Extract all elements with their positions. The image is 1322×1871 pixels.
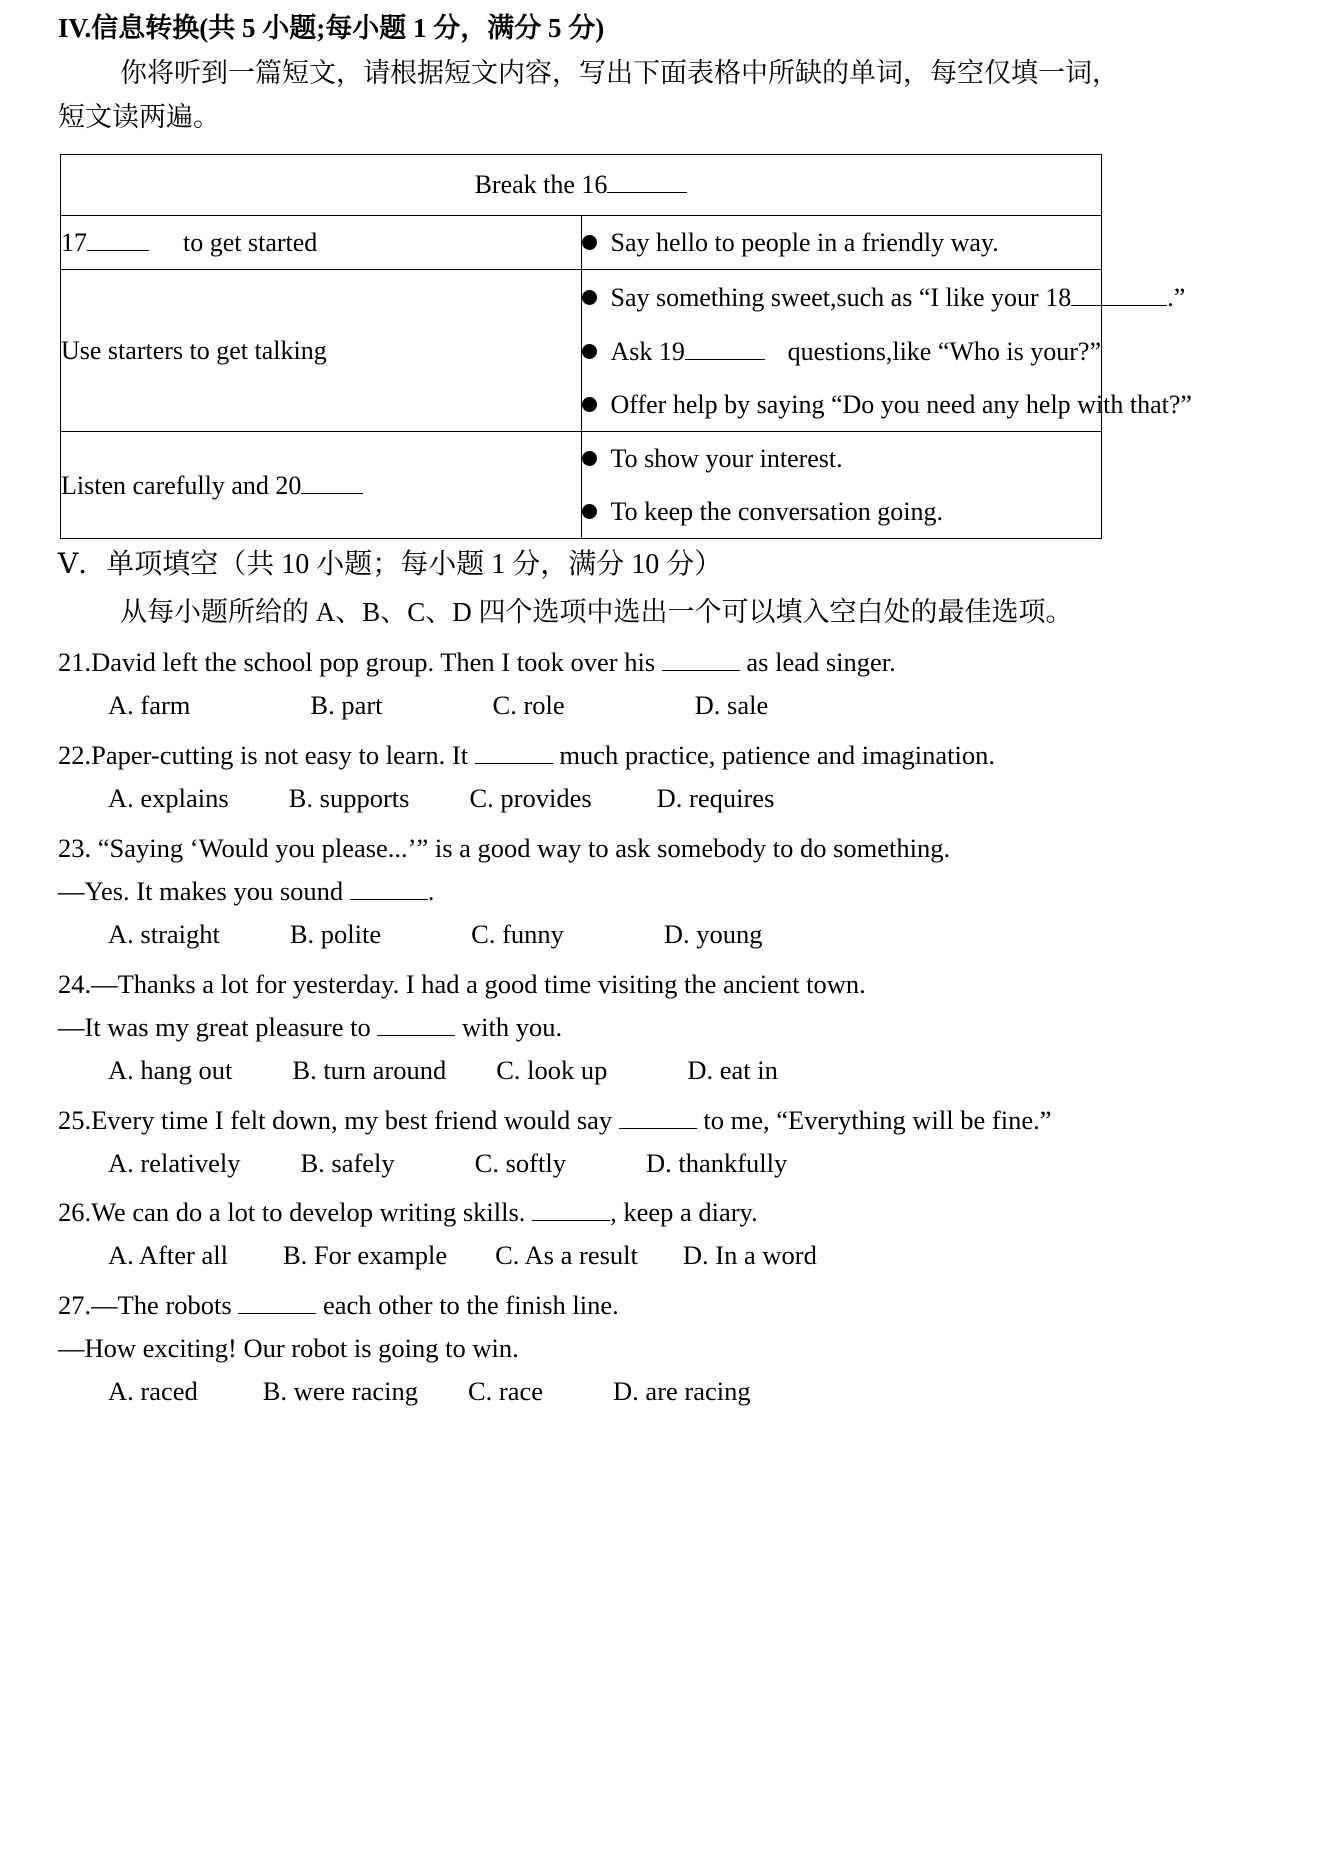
option-list	[58, 1234, 1267, 1277]
table-title-text: Break the 16	[474, 170, 608, 200]
question-26	[58, 1191, 1267, 1277]
blank-16[interactable]	[607, 166, 687, 193]
stem-before: We can do a lot to develop writing skills.	[91, 1197, 526, 1228]
blank-18[interactable]	[1071, 279, 1167, 306]
option-d[interactable]: D. requires	[656, 783, 775, 814]
question-stem	[58, 1284, 1267, 1327]
question-27	[58, 1284, 1267, 1413]
option-a[interactable]: A. straight	[108, 918, 220, 949]
bullet-text-post: questions,like “Who is your?”	[787, 337, 1101, 367]
blank-17[interactable]	[87, 224, 149, 251]
option-c[interactable]: C. As a result	[495, 1240, 638, 1271]
blank-20[interactable]	[301, 467, 363, 494]
bullet-dot-icon	[582, 344, 597, 359]
option-list	[58, 1142, 1267, 1185]
option-a[interactable]: A. After all	[108, 1240, 228, 1271]
row2-right-cell	[581, 270, 1192, 432]
row1-left-cell	[61, 215, 582, 269]
stem-after: much practice, patience and imagination.	[559, 740, 995, 771]
bullet-dot-icon	[582, 451, 597, 466]
option-c[interactable]: C. softly	[474, 1147, 566, 1178]
answer-blank[interactable]	[532, 1194, 610, 1222]
option-c[interactable]: C. role	[492, 690, 565, 721]
section-iv-instruction-line2: 短文读两遍。	[58, 102, 220, 133]
question-stem	[58, 1099, 1267, 1142]
question-stem-line2	[58, 870, 1267, 913]
answer-blank[interactable]	[475, 737, 553, 765]
stem-second-line: —Yes. It makes you sound	[58, 876, 344, 906]
stem-before: —The robots	[91, 1290, 232, 1321]
option-d[interactable]: D. In a word	[682, 1240, 817, 1271]
bullet-text: To keep the conversation going.	[610, 497, 943, 527]
option-a[interactable]: A. farm	[108, 690, 191, 721]
question-21	[58, 641, 1267, 727]
option-a[interactable]: A. relatively	[108, 1147, 241, 1178]
table-title-cell	[61, 154, 1102, 215]
option-d[interactable]: D. young	[663, 918, 763, 949]
list-item	[582, 216, 1102, 269]
bullet-text-post: .”	[1167, 283, 1186, 312]
answer-blank[interactable]	[662, 644, 740, 672]
table-title-row	[61, 154, 1102, 215]
row1-right-cell	[581, 215, 1102, 269]
stem-after: to me, “Everything will be fine.”	[703, 1104, 1052, 1135]
row2-left-cell	[61, 270, 582, 432]
option-list	[58, 1370, 1267, 1413]
question-stem-line2	[58, 1006, 1267, 1049]
question-number: 26.	[58, 1197, 92, 1228]
info-transfer-table	[60, 154, 1192, 540]
answer-blank[interactable]	[377, 1008, 455, 1036]
stem-second-line: —How exciting! Our robot is going to win.	[58, 1333, 519, 1364]
question-24	[58, 963, 1267, 1092]
row3-left-cell	[61, 432, 582, 539]
option-b[interactable]: B. For example	[282, 1240, 448, 1271]
stem-second-after: with you.	[462, 1011, 563, 1042]
bullet-dot-icon	[582, 504, 597, 519]
option-b[interactable]: B. supports	[288, 783, 410, 814]
list-item	[582, 485, 1102, 538]
question-stem	[58, 641, 1267, 684]
stem-before: Every time I felt down, my best friend would say	[91, 1104, 613, 1135]
table-row	[61, 432, 1102, 539]
question-number: 27.	[58, 1290, 92, 1321]
stem-second-line: —It was my great pleasure to	[58, 1011, 371, 1042]
option-list	[58, 913, 1267, 956]
option-b[interactable]: B. turn around	[292, 1054, 447, 1085]
answer-blank[interactable]	[238, 1287, 316, 1315]
option-b[interactable]: B. part	[310, 690, 383, 721]
question-stem	[58, 1191, 1267, 1234]
stem-second-after: .	[427, 876, 435, 906]
option-b[interactable]: B. were racing	[262, 1376, 418, 1407]
option-list	[58, 684, 1267, 727]
question-23	[58, 827, 1267, 956]
question-number: 23.	[58, 833, 92, 864]
answer-blank[interactable]	[619, 1101, 697, 1129]
section-v-instruction: 从每小题所给的 A、B、C、D 四个选项中选出一个可以填入空白处的最佳选项。	[120, 596, 1073, 627]
option-d[interactable]: D. eat in	[687, 1054, 778, 1085]
question-number: 21.	[58, 647, 92, 678]
option-c[interactable]: C. provides	[469, 783, 592, 814]
stem-before: David left the school pop group. Then I took over his	[91, 647, 656, 678]
question-25	[58, 1099, 1267, 1185]
row1-left-prefix: 17	[61, 227, 87, 257]
list-item	[582, 324, 1102, 378]
table-row	[61, 270, 1102, 432]
stem-before: —Thanks a lot for yesterday. I had a good time visiting the ancient town.	[91, 968, 866, 999]
row3-left-prefix: Listen carefully and 20	[61, 470, 302, 500]
option-a[interactable]: A. hang out	[108, 1054, 233, 1085]
option-list	[58, 777, 1267, 820]
bullet-text: Offer help by saying “Do you need any help with that?”	[610, 390, 1192, 420]
stem-after: each other to the finish line.	[322, 1290, 619, 1321]
question-number: 24.	[58, 968, 92, 999]
option-b[interactable]: B. safely	[300, 1147, 395, 1178]
bullet-text: To show your interest.	[610, 444, 843, 474]
list-item	[582, 270, 1186, 324]
option-list	[58, 1049, 1267, 1092]
option-a[interactable]: A. raced	[108, 1376, 198, 1407]
blank-19[interactable]	[685, 333, 765, 360]
section-v-heading: Ⅴ．单项填空（共 10 小题；每小题 1 分，满分 10 分）	[58, 549, 723, 581]
bullet-dot-icon	[582, 397, 597, 412]
stem-before: “Saying ‘Would you please...’” is a good way to ask somebody to do something.	[97, 833, 951, 864]
section-iv-instruction-line1: 你将听到一篇短文，请根据短文内容，写出下面表格中所缺的单词，每空仅填一词，	[120, 58, 1119, 89]
option-c[interactable]: C. look up	[496, 1054, 608, 1085]
stem-after: as lead singer.	[746, 647, 896, 678]
row2-left-suffix: Use starters to get talking	[61, 336, 327, 366]
option-b[interactable]: B. polite	[289, 918, 382, 949]
option-c[interactable]: C. race	[468, 1376, 544, 1407]
option-d[interactable]: D. thankfully	[645, 1147, 788, 1178]
stem-before: Paper-cutting is not easy to learn. It	[91, 740, 469, 771]
option-c[interactable]: C. funny	[471, 918, 564, 949]
bullet-dot-icon	[582, 235, 597, 250]
stem-after: , keep a diary.	[610, 1197, 758, 1228]
answer-blank[interactable]	[350, 873, 428, 901]
question-stem	[58, 734, 1267, 777]
option-d[interactable]: D. sale	[694, 690, 769, 721]
section-iv-heading: IV.信息转换(共 5 小题;每小题 1 分，满分 5 分)	[58, 13, 605, 43]
question-stem	[58, 963, 1267, 1006]
row1-left-suffix: to get started	[183, 227, 318, 257]
question-stem-line2	[58, 1327, 1267, 1370]
bullet-text: Ask 19	[610, 337, 685, 367]
question-22	[58, 734, 1267, 820]
row3-right-cell	[581, 432, 1102, 539]
list-item	[582, 432, 1102, 485]
bullet-dot-icon	[582, 290, 597, 305]
table-row	[61, 215, 1102, 269]
option-d[interactable]: D. are racing	[613, 1376, 751, 1407]
list-item	[582, 378, 1192, 431]
question-number: 25.	[58, 1104, 92, 1135]
question-number: 22.	[58, 740, 92, 771]
bullet-text: Say something sweet,such as “I like your 18	[610, 283, 1072, 312]
bullet-text: Say hello to people in a friendly way.	[610, 227, 999, 257]
question-stem	[58, 827, 1267, 870]
option-a[interactable]: A. explains	[108, 783, 229, 814]
